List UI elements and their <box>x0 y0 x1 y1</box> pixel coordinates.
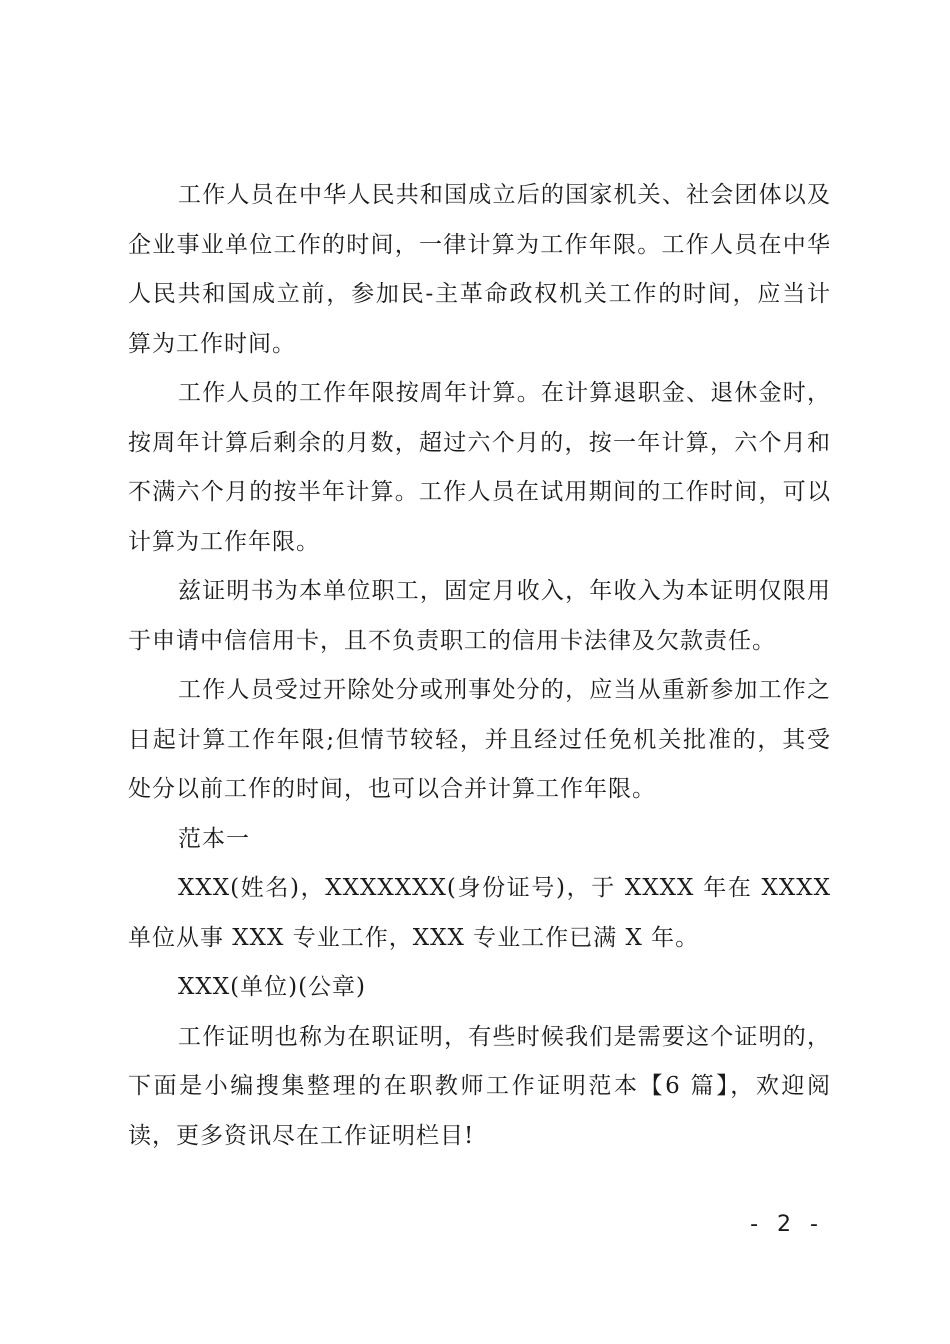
template-body: XXX(姓名)，XXXXXXX(身份证号)，于 XXXX 年在 XXXX 单位从事 XXX 专业工作，XXX 专业工作已满 X 年。 <box>128 875 831 951</box>
paragraph-introduction: 工作证明也称为在职证明，有些时候我们是需要这个证明的，下面是小编搜集整理的在职教师工作证明范本【6 篇】，欢迎阅读，更多资讯尽在工作证明栏目! <box>128 1023 831 1149</box>
paragraph-work-time-definition: 工作人员在中华人民共和国成立后的国家机关、社会团体以及企业事业单位工作的时间，一律计算为工作年限。工作人员在中华人民共和国成立前，参加民-主革命政权机关工作的时间，应当计算为工作时间。 <box>128 182 831 357</box>
document-body <box>128 171 831 1161</box>
template-heading: 范本一 <box>178 825 250 852</box>
page-number: - 2 - <box>750 1212 824 1237</box>
paragraph-work-years-calculation: 工作人员的工作年限按周年计算。在计算退职金、退休金时，按周年计算后剩余的月数，超过六个月的，按一年计算，六个月和不满六个月的按半年计算。工作人员在试用期间的工作时间，可以计算为工作年限。 <box>128 380 831 555</box>
paragraph-disciplinary-rules: 工作人员受过开除处分或刑事处分的，应当从重新参加工作之日起计算工作年限;但情节较轻，并且经过任免机关批准的，其受处分以前工作的时间，也可以合并计算工作年限。 <box>128 677 831 802</box>
template-signature: XXX(单位)(公章) <box>178 974 367 1000</box>
paragraph-income-certification: 兹证明书为本单位职工，固定月收入，年收入为本证明仅限用于申请中信信用卡，且不负责职工的信用卡法律及欠款责任。 <box>128 578 831 654</box>
